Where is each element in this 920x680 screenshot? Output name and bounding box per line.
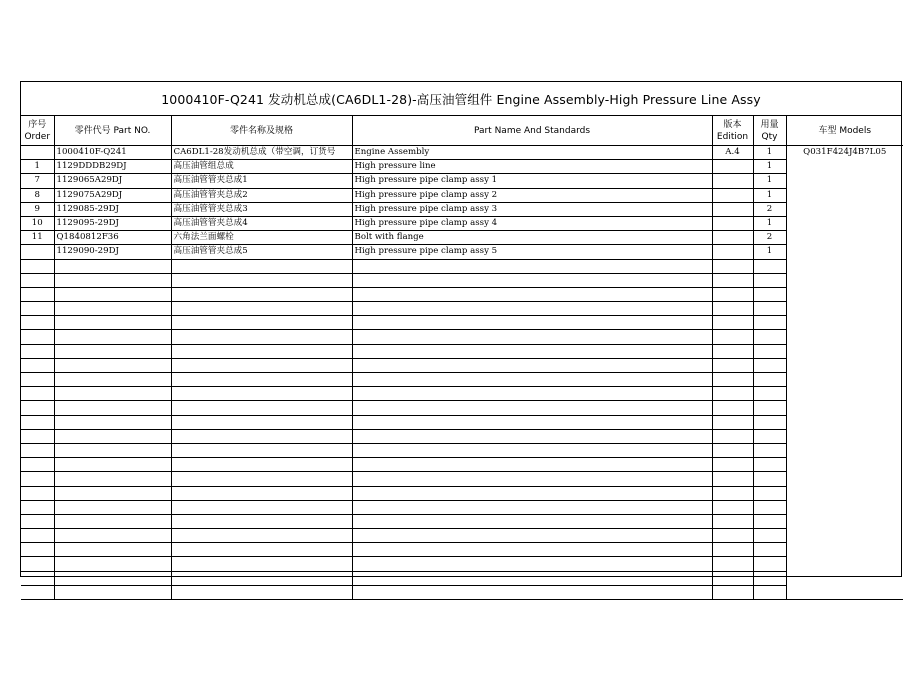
cell-edition	[712, 202, 753, 216]
cell-edition	[712, 458, 753, 472]
header-qty	[753, 116, 786, 146]
empty-table-row	[21, 486, 903, 500]
header-en-name: Part Name And Standards	[352, 116, 712, 146]
empty-table-row	[21, 514, 903, 528]
cell-order	[21, 344, 54, 358]
cell-part-no	[54, 330, 171, 344]
cell-order: 7	[21, 174, 54, 188]
cell-cn-name	[171, 500, 352, 514]
cell-cn-name	[171, 571, 352, 585]
cell-qty	[753, 387, 786, 401]
cell-order	[21, 146, 54, 160]
table-row	[21, 146, 903, 160]
header-order-cn: 序号	[28, 119, 47, 130]
cell-qty	[753, 443, 786, 457]
table-row	[21, 160, 903, 174]
cell-qty	[753, 429, 786, 443]
cell-order	[21, 529, 54, 543]
cell-en-name	[352, 472, 712, 486]
cell-qty	[753, 557, 786, 571]
cell-qty	[753, 358, 786, 372]
empty-table-row	[21, 543, 903, 557]
cell-order	[21, 387, 54, 401]
cell-edition	[712, 387, 753, 401]
cell-en-name	[352, 387, 712, 401]
cell-cn-name	[171, 429, 352, 443]
cell-part-no	[54, 585, 171, 599]
cell-part-no	[54, 557, 171, 571]
cell-order	[21, 401, 54, 415]
cell-cn-name: CA6DL1-28发动机总成（带空调，订货号	[171, 146, 352, 160]
cell-part-no	[54, 344, 171, 358]
cell-edition	[712, 543, 753, 557]
cell-en-name: High pressure pipe clamp assy 1	[352, 174, 712, 188]
cell-order	[21, 259, 54, 273]
empty-table-row	[21, 387, 903, 401]
cell-edition	[712, 486, 753, 500]
header-qty-cn: 用量	[760, 119, 779, 130]
cell-cn-name	[171, 529, 352, 543]
cell-order	[21, 287, 54, 301]
cell-part-no	[54, 316, 171, 330]
cell-cn-name: 六角法兰面螺栓	[171, 231, 352, 245]
cell-cn-name: 高压油管管夹总成2	[171, 188, 352, 202]
cell-qty	[753, 472, 786, 486]
header-part-no: 零件代号 Part NO.	[54, 116, 171, 146]
cell-part-no	[54, 358, 171, 372]
cell-order	[21, 443, 54, 457]
cell-qty	[753, 543, 786, 557]
cell-qty	[753, 486, 786, 500]
cell-qty	[753, 316, 786, 330]
cell-cn-name	[171, 415, 352, 429]
cell-en-name	[352, 458, 712, 472]
cell-part-no	[54, 472, 171, 486]
cell-en-name	[352, 259, 712, 273]
cell-order	[21, 330, 54, 344]
cell-qty	[753, 514, 786, 528]
empty-table-row	[21, 529, 903, 543]
cell-cn-name	[171, 514, 352, 528]
cell-order: 11	[21, 231, 54, 245]
cell-part-no: 1129075A29DJ	[54, 188, 171, 202]
cell-en-name	[352, 486, 712, 500]
cell-edition	[712, 472, 753, 486]
cell-cn-name	[171, 387, 352, 401]
cell-order: 10	[21, 216, 54, 230]
cell-part-no	[54, 529, 171, 543]
empty-table-row	[21, 302, 903, 316]
cell-part-no	[54, 500, 171, 514]
empty-table-row	[21, 415, 903, 429]
cell-order	[21, 472, 54, 486]
cell-edition	[712, 557, 753, 571]
cell-qty: 1	[753, 146, 786, 160]
cell-en-name	[352, 585, 712, 599]
cell-part-no	[54, 273, 171, 287]
header-edition-en: Edition	[716, 131, 749, 142]
cell-en-name	[352, 415, 712, 429]
cell-cn-name: 高压油管组总成	[171, 160, 352, 174]
cell-order	[21, 514, 54, 528]
cell-qty	[753, 273, 786, 287]
cell-part-no	[54, 259, 171, 273]
cell-part-no	[54, 443, 171, 457]
table-header-row	[21, 116, 903, 146]
cell-part-no: 1129095-29DJ	[54, 216, 171, 230]
cell-en-name	[352, 401, 712, 415]
cell-qty: 1	[753, 188, 786, 202]
cell-en-name	[352, 302, 712, 316]
cell-edition	[712, 443, 753, 457]
cell-part-no	[54, 287, 171, 301]
table-row	[21, 231, 903, 245]
empty-table-row	[21, 557, 903, 571]
empty-table-row	[21, 358, 903, 372]
cell-cn-name	[171, 557, 352, 571]
cell-qty: 1	[753, 245, 786, 259]
cell-cn-name	[171, 401, 352, 415]
cell-order	[21, 429, 54, 443]
cell-edition	[712, 358, 753, 372]
empty-table-row	[21, 330, 903, 344]
empty-table-row	[21, 585, 903, 599]
header-order-en: Order	[24, 131, 51, 142]
empty-table-row	[21, 472, 903, 486]
empty-table-row	[21, 429, 903, 443]
cell-cn-name	[171, 486, 352, 500]
cell-part-no: 1000410F-Q241	[54, 146, 171, 160]
cell-en-name	[352, 358, 712, 372]
table-row	[21, 188, 903, 202]
cell-cn-name	[171, 287, 352, 301]
cell-order	[21, 585, 54, 599]
cell-order	[21, 273, 54, 287]
table-row	[21, 245, 903, 259]
cell-cn-name	[171, 358, 352, 372]
cell-order	[21, 302, 54, 316]
cell-cn-name: 高压油管管夹总成1	[171, 174, 352, 188]
cell-cn-name	[171, 259, 352, 273]
cell-cn-name	[171, 443, 352, 457]
cell-qty: 2	[753, 202, 786, 216]
cell-part-no	[54, 486, 171, 500]
cell-qty	[753, 373, 786, 387]
cell-part-no	[54, 571, 171, 585]
header-cn-name: 零件名称及规格	[171, 116, 352, 146]
cell-qty	[753, 529, 786, 543]
cell-en-name	[352, 443, 712, 457]
table-row	[21, 216, 903, 230]
cell-en-name: High pressure pipe clamp assy 4	[352, 216, 712, 230]
cell-edition	[712, 514, 753, 528]
cell-edition	[712, 344, 753, 358]
cell-order	[21, 458, 54, 472]
cell-part-no: 1129065A29DJ	[54, 174, 171, 188]
cell-en-name: High pressure pipe clamp assy 2	[352, 188, 712, 202]
cell-qty: 1	[753, 216, 786, 230]
cell-part-no: 1129DDDB29DJ	[54, 160, 171, 174]
cell-cn-name	[171, 373, 352, 387]
cell-edition	[712, 160, 753, 174]
cell-part-no	[54, 543, 171, 557]
cell-part-no	[54, 401, 171, 415]
cell-edition	[712, 330, 753, 344]
cell-en-name	[352, 287, 712, 301]
cell-qty: 1	[753, 174, 786, 188]
cell-en-name	[352, 330, 712, 344]
cell-edition	[712, 216, 753, 230]
cell-edition	[712, 529, 753, 543]
cell-order: 9	[21, 202, 54, 216]
cell-en-name: Engine Assembly	[352, 146, 712, 160]
cell-cn-name	[171, 458, 352, 472]
cell-part-no: Q1840812F36	[54, 231, 171, 245]
cell-part-no	[54, 429, 171, 443]
cell-part-no: 1129090-29DJ	[54, 245, 171, 259]
cell-cn-name	[171, 585, 352, 599]
cell-edition	[712, 231, 753, 245]
cell-en-name: High pressure pipe clamp assy 3	[352, 202, 712, 216]
cell-part-no	[54, 415, 171, 429]
cell-qty	[753, 259, 786, 273]
cell-order	[21, 557, 54, 571]
cell-en-name	[352, 344, 712, 358]
empty-table-row	[21, 259, 903, 273]
cell-edition	[712, 429, 753, 443]
cell-en-name	[352, 514, 712, 528]
cell-qty	[753, 500, 786, 514]
cell-qty	[753, 344, 786, 358]
cell-order	[21, 543, 54, 557]
cell-en-name	[352, 273, 712, 287]
cell-edition	[712, 302, 753, 316]
cell-order	[21, 373, 54, 387]
empty-table-row	[21, 401, 903, 415]
cell-order	[21, 245, 54, 259]
cell-edition	[712, 415, 753, 429]
empty-table-row	[21, 316, 903, 330]
header-order	[21, 116, 54, 146]
cell-en-name	[352, 316, 712, 330]
cell-cn-name: 高压油管管夹总成5	[171, 245, 352, 259]
cell-edition	[712, 273, 753, 287]
empty-table-row	[21, 458, 903, 472]
empty-table-row	[21, 344, 903, 358]
cell-cn-name	[171, 330, 352, 344]
empty-table-row	[21, 500, 903, 514]
cell-order: 1	[21, 160, 54, 174]
cell-qty	[753, 571, 786, 585]
header-edition-cn: 版本	[723, 119, 742, 130]
cell-part-no	[54, 302, 171, 316]
cell-cn-name: 高压油管管夹总成4	[171, 216, 352, 230]
cell-cn-name	[171, 316, 352, 330]
empty-table-row	[21, 273, 903, 287]
header-qty-en: Qty	[761, 131, 778, 142]
cell-edition	[712, 373, 753, 387]
empty-table-row	[21, 373, 903, 387]
cell-en-name: Bolt with flange	[352, 231, 712, 245]
cell-cn-name	[171, 472, 352, 486]
cell-qty	[753, 401, 786, 415]
cell-edition	[712, 259, 753, 273]
cell-cn-name	[171, 344, 352, 358]
empty-table-row	[21, 287, 903, 301]
cell-edition	[712, 585, 753, 599]
parts-table	[21, 116, 903, 600]
parts-list-sheet	[20, 81, 902, 577]
cell-part-no	[54, 373, 171, 387]
cell-en-name	[352, 429, 712, 443]
cell-en-name	[352, 557, 712, 571]
cell-models: Q031F424J4B7L05	[786, 146, 903, 600]
cell-part-no	[54, 458, 171, 472]
cell-edition	[712, 571, 753, 585]
sheet-title: 1000410F-Q241 发动机总成(CA6DL1-28)-高压油管组件 Engine Assembly-High Pressure Line Assy	[21, 82, 901, 116]
cell-qty	[753, 287, 786, 301]
cell-en-name	[352, 571, 712, 585]
cell-qty: 1	[753, 160, 786, 174]
cell-order	[21, 358, 54, 372]
cell-cn-name	[171, 543, 352, 557]
cell-en-name	[352, 500, 712, 514]
cell-cn-name	[171, 273, 352, 287]
cell-en-name	[352, 529, 712, 543]
cell-cn-name: 高压油管管夹总成3	[171, 202, 352, 216]
cell-edition	[712, 287, 753, 301]
cell-edition	[712, 500, 753, 514]
cell-edition	[712, 188, 753, 202]
cell-cn-name	[171, 302, 352, 316]
empty-table-row	[21, 443, 903, 457]
cell-part-no: 1129085-29DJ	[54, 202, 171, 216]
cell-order	[21, 486, 54, 500]
cell-edition: A.4	[712, 146, 753, 160]
cell-edition	[712, 316, 753, 330]
cell-en-name: High pressure line	[352, 160, 712, 174]
cell-edition	[712, 174, 753, 188]
cell-qty	[753, 458, 786, 472]
cell-order	[21, 415, 54, 429]
cell-qty	[753, 330, 786, 344]
cell-part-no	[54, 387, 171, 401]
cell-order	[21, 571, 54, 585]
table-row	[21, 174, 903, 188]
cell-en-name	[352, 543, 712, 557]
header-models: 车型 Models	[786, 116, 903, 146]
cell-order	[21, 316, 54, 330]
cell-en-name: High pressure pipe clamp assy 5	[352, 245, 712, 259]
table-row	[21, 202, 903, 216]
cell-qty	[753, 585, 786, 599]
cell-qty	[753, 415, 786, 429]
header-edition	[712, 116, 753, 146]
empty-table-row	[21, 571, 903, 585]
cell-order	[21, 500, 54, 514]
cell-order: 8	[21, 188, 54, 202]
cell-edition	[712, 401, 753, 415]
cell-edition	[712, 245, 753, 259]
cell-en-name	[352, 373, 712, 387]
cell-part-no	[54, 514, 171, 528]
cell-qty	[753, 302, 786, 316]
cell-qty: 2	[753, 231, 786, 245]
